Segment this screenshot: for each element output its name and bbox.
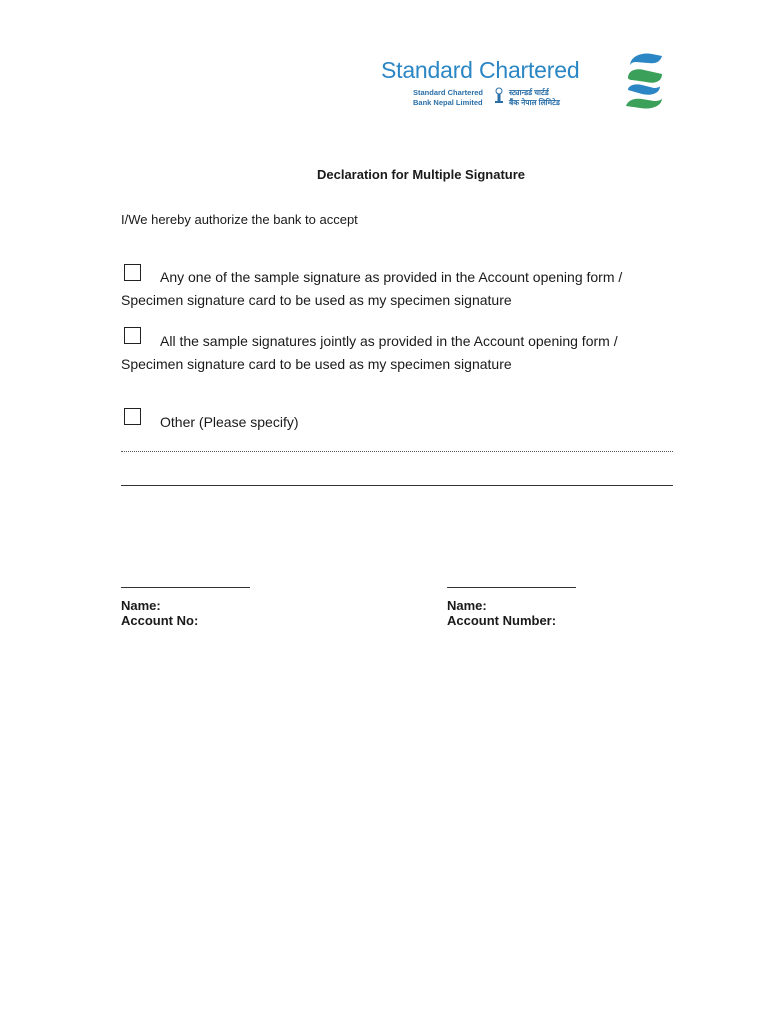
signature-line-right[interactable] (447, 587, 576, 588)
name-label-right: Name: (447, 598, 487, 613)
name-label-left: Name: (121, 598, 161, 613)
account-no-label-left: Account No: (121, 613, 199, 628)
option-any-one-checkbox[interactable] (124, 264, 141, 281)
document-title: Declaration for Multiple Signature (316, 167, 526, 182)
other-specify-field-line-2[interactable] (121, 485, 673, 486)
nepal-emblem-icon (493, 87, 505, 110)
other-specify-field-line[interactable] (121, 451, 673, 452)
signature-line-left[interactable] (121, 587, 250, 588)
option-other-label: Other (Please specify) (160, 414, 299, 430)
option-any-one-label-cont: Specimen signature card to be used as my specimen signature (121, 292, 512, 308)
brand-subtitle-nepali: स्ट्यान्डर्ड चार्टर्ड बैंक नेपाल लिमिटेड (509, 88, 560, 107)
brand-subtitle: Standard Chartered Bank Nepal Limited (413, 88, 484, 107)
intro-text: I/We hereby authorize the bank to accept (121, 212, 358, 227)
account-number-label-right: Account Number: (447, 613, 557, 628)
option-all-jointly-label: All the sample signatures jointly as provided in the Account opening form / (160, 333, 618, 349)
option-any-one-label: Any one of the sample signature as provided in the Account opening form / (160, 269, 623, 285)
option-other-checkbox[interactable] (124, 408, 141, 425)
standard-chartered-logo-icon (622, 50, 668, 117)
brand-name: Standard Chartered (381, 57, 580, 83)
option-all-jointly-checkbox[interactable] (124, 327, 141, 344)
option-all-jointly-label-cont: Specimen signature card to be used as my specimen signature (121, 356, 512, 372)
